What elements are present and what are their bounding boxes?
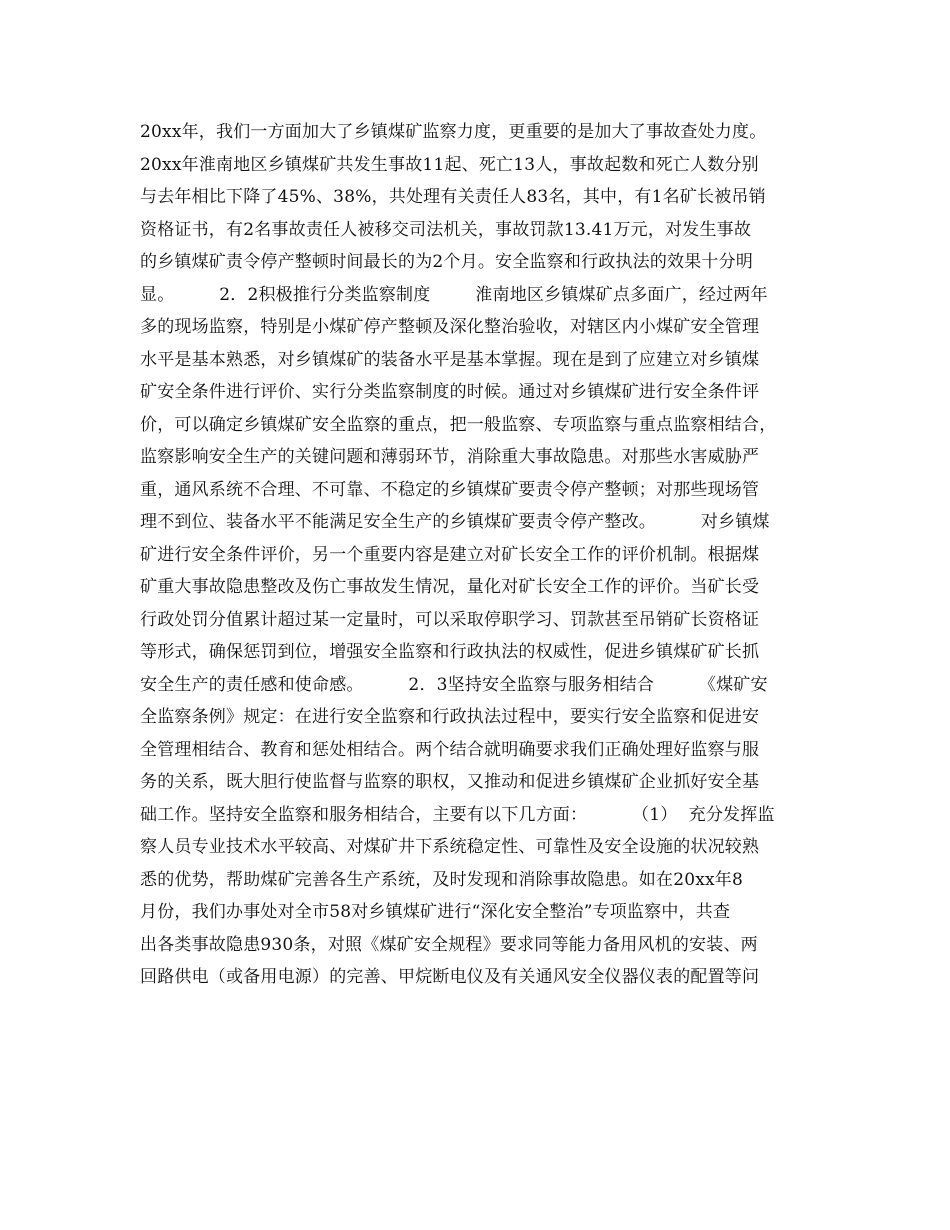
text-line: 出各类事故隐患930条，对照《煤矿安全规程》要求同等能力备用风机的安装、两 <box>140 934 758 955</box>
text-line: 水平是基本熟悉，对乡镇煤矿的装备水平是基本掌握。现在是到了应建立对乡镇煤 <box>140 349 760 370</box>
text-line: 础工作。坚持安全监察和服务相结合，主要有以下几方面： （1） 充分发挥监 <box>140 804 775 825</box>
text-line: 务的关系，既大胆行使监督与监察的职权，又推动和促进乡镇煤矿企业抓好安全基 <box>140 772 760 792</box>
text-line: 全管理相结合、教育和惩处相结合。两个结合就明确要求我们正确处理好监察与服 <box>140 739 760 760</box>
text-line: 价，可以确定乡镇煤矿安全监察的重点，把一般监察、专项监察与重点监察相结合， <box>140 414 777 435</box>
text-line: 监察影响安全生产的关键问题和薄弱环节，消除重大事故隐患。对那些水害威胁严 <box>140 447 760 467</box>
text-line: 20xx年，我们一方面加大了乡镇煤矿监察力度，更重要的是加大了事故查处力度。 <box>140 122 767 142</box>
text-line: 重，通风系统不合理、不可靠、不稳定的乡镇煤矿要责令停产整顿；对那些现场管 <box>140 479 760 500</box>
text-line: 等形式，确保惩罚到位，增强安全监察和行政执法的权威性，促进乡镇煤矿矿长抓 <box>140 642 760 662</box>
text-line: 20xx年淮南地区乡镇煤矿共发生事故11起、死亡13人，事故起数和死亡人数分别 <box>140 154 759 175</box>
text-line: 理不到位、装备水平不能满足安全生产的乡镇煤矿要责令停产整改。 对乡镇煤 <box>140 512 770 532</box>
text-line: 悉的优势，帮助煤矿完善各生产系统，及时发现和消除事故隐患。如在20xx年8 <box>140 869 744 890</box>
text-line: 全监察条例》规定：在进行安全监察和行政执法过程中，要实行安全监察和促进安 <box>140 707 760 727</box>
text-line: 矿进行安全条件评价，另一个重要内容是建立对矿长安全工作的评价机制。根据煤 <box>140 544 760 565</box>
text-line: 行政处罚分值累计超过某一定量时，可以采取停职学习、罚款甚至吊销矿长资格证 <box>140 609 760 630</box>
text-line: 安全生产的责任感和使命感。 2．3坚持安全监察与服务相结合 《煤矿安 <box>140 674 768 695</box>
text-line: 显。 2．2积极推行分类监察制度 淮南地区乡镇煤矿点多面广，经过两年 <box>140 284 768 305</box>
text-line: 的乡镇煤矿责令停产整顿时间最长的为2个月。安全监察和行政执法的效果十分明 <box>140 252 754 272</box>
text-line: 察人员专业技术水平较高、对煤矿井下系统稳定性、可靠性及安全设施的状况较熟 <box>140 837 760 857</box>
text-line: 矿重大事故隐患整改及伤亡事故发生情况，量化对矿长安全工作的评价。当矿长受 <box>140 577 760 597</box>
text-line: 与去年相比下降了45%、38%，共处理有关责任人83名，其中，有1名矿长被吊销 <box>140 187 766 207</box>
text-line: 月份，我们办事处对全市58对乡镇煤矿进行“深化安全整治”专项监察中，共查 <box>140 902 731 922</box>
text-line: 多的现场监察，特别是小煤矿停产整顿及深化整治验收，对辖区内小煤矿安全管理 <box>140 317 760 337</box>
text-line: 回路供电（或备用电源）的完善、甲烷断电仪及有关通风安全仪器仪表的配置等问 <box>140 967 760 987</box>
text-line: 资格证书，有2名事故责任人被移交司法机关，事故罚款13.41万元，对发生事故 <box>140 219 752 240</box>
text-line: 矿安全条件进行评价、实行分类监察制度的时候。通过对乡镇煤矿进行安全条件评 <box>140 382 760 402</box>
body-text <box>140 116 820 994</box>
